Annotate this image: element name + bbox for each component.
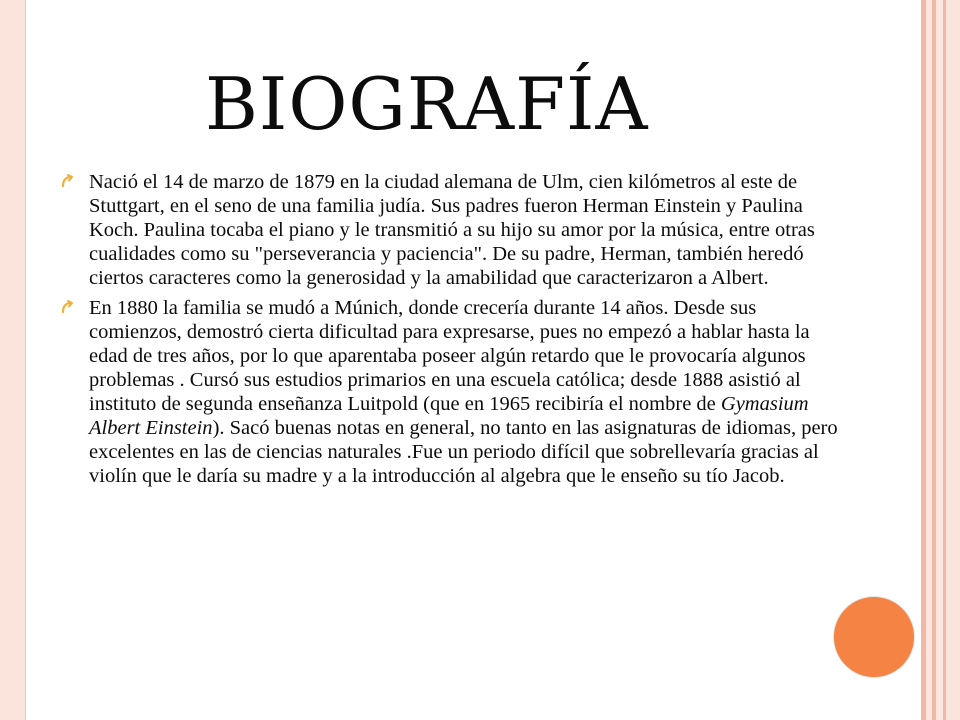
paragraph-text: Nació el 14 de marzo de 1879 en la ciudad alemana de Ulm, cien kilómetros al este de Stuttgart, en el seno de una familia judía. Sus padres fueron Herman Einstein y Paulina Koch. Paulina tocaba el piano y le transmitió a su hijo su amor por la música, entre otras cualidades como su "perseverancia y paciencia". De su padre, Herman, también heredó ciertos caracteres como la generosidad y la amabilidad que caracterizaron a Albert. xyxy=(89,171,815,289)
paragraph-text: ). Sacó buenas notas en general, no tanto en las asignaturas de idiomas, pero excelentes en las de ciencias naturales .Fue un periodo difícil que sobrellevaría gracias al violín que le daría su madre y a la introducción al algebra que le enseño su tío Jacob. xyxy=(89,417,838,487)
right-border-stripe xyxy=(936,0,943,720)
paragraph-italic-text: Gymasium Albert Einstein xyxy=(89,393,809,439)
bullet-paragraph xyxy=(60,170,850,290)
paragraph-text: En 1880 la familia se mudó a Múnich, donde crecería durante 14 años. Desde sus comienzos, demostró cierta dificultad para expresarse, pues no empezó a hablar hasta la edad de tres años, por lo que aparentaba poseer algún retardo que le provocaría algunos problemas . Cursó sus estudios primarios en una escuela católica; desde 1888 asistió al instituto de segunda enseñanza Luitpold (que en 1965 recibiría el nombre de xyxy=(89,297,810,415)
right-border-stripe xyxy=(946,0,960,720)
orange-circle-decoration xyxy=(833,596,915,678)
left-border-decoration xyxy=(0,0,26,720)
curved-arrow-bullet-icon xyxy=(60,300,74,314)
curved-arrow-bullet-icon xyxy=(60,174,74,188)
bullet-list xyxy=(60,170,850,494)
bullet-paragraph xyxy=(60,296,850,488)
slide-title: BIOGRAFÍA xyxy=(205,62,649,146)
